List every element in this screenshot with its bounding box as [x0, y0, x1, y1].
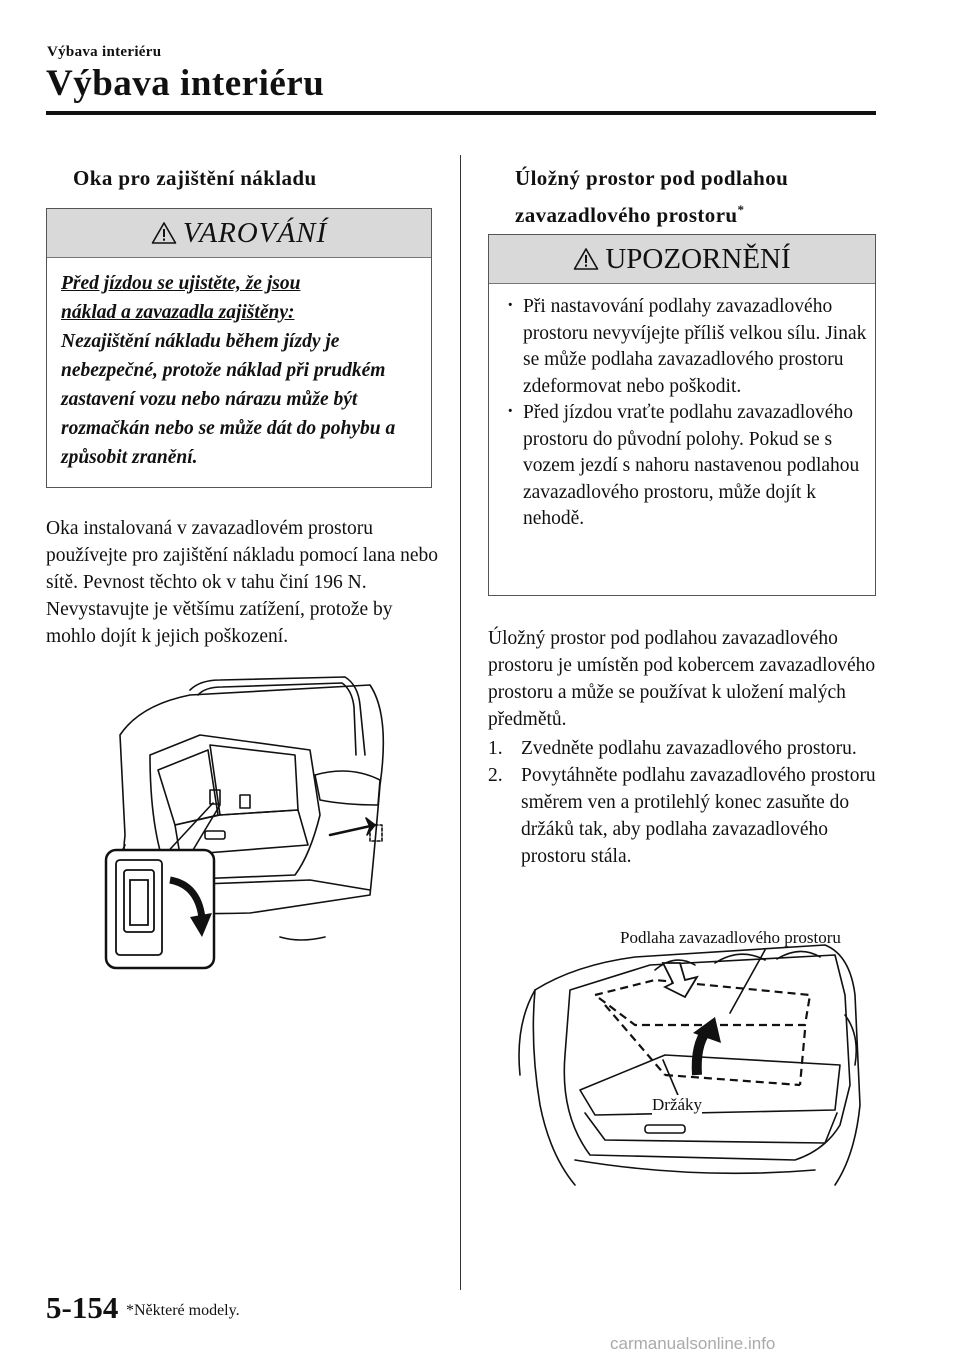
warning-box: [46, 208, 432, 488]
section-heading-tie-down-hooks: Oka pro zajištění nákladu: [73, 166, 317, 190]
caution-item: · Před jízdou vraťte podlahu zavazadlového prostoru do původní polohy. Pokud se s vozem jezdí s nahoru nastavenou podlahou zavazadlového prostoru, může dojít k nehodě.: [523, 400, 867, 533]
warning-line-2: náklad a zavazadla zajištěny:: [61, 302, 295, 323]
step-number: 1.: [488, 738, 503, 759]
under-floor-heading-text: Úložný prostor pod podlahou zavazadlového prostoru: [515, 166, 789, 227]
label-cargo-floor: Podlaha zavazadlového prostoru: [620, 928, 841, 947]
warning-body: Nezajištění nákladu během jízdy je nebezpečné, protože náklad při prudkém zastavení vozu nebo nárazu může být rozmačkán nebo se může dát do pohybu a způsobit zranění.: [61, 331, 396, 468]
warning-header: [47, 209, 431, 258]
warning-triangle-icon: [151, 221, 177, 245]
label-holders: Držáky: [652, 1095, 703, 1114]
title-rule: [46, 111, 876, 115]
caution-header: [489, 235, 875, 284]
caution-list: [489, 284, 875, 533]
under-floor-paragraph: Úložný prostor pod podlahou zavazadlového prostoru je umístěn pod kobercem zavazadlového prostoru a může se používat k uložení malých předmětů.: [488, 628, 876, 730]
caution-item: · Při nastavování podlahy zavazadlového prostoru nevyvíjejte příliš velkou sílu. Jinak se může podlaha zavazadlového prostoru zdeformovat nebo poškodit.: [523, 294, 867, 400]
page-number: 5-154: [46, 1290, 119, 1325]
section-heading-under-floor-storage: [515, 162, 845, 231]
step-item: [488, 762, 888, 870]
step-text: Povytáhněte podlahu zavazadlového prostoru směrem ven a protilehlý konec zasuňte do držáků tak, aby podlaha zavazadlového prostoru stála.: [521, 765, 876, 867]
caution-label: UPOZORNĚNÍ: [605, 242, 791, 275]
column-divider: [460, 155, 461, 1290]
warning-text: [47, 258, 431, 472]
step-item: [488, 735, 888, 762]
optional-feature-mark: *: [737, 202, 745, 217]
warning-line-1: Před jízdou se ujistěte, že jsou: [61, 273, 301, 294]
watermark: carmanualsonline.info: [610, 1334, 776, 1353]
warning-label: VAROVÁNÍ: [182, 216, 328, 249]
tie-down-paragraph: Oka instalovaná v zavazadlovém prostoru používejte pro zajištění nákladu pomocí lana nebo sítě. Pevnost těchto ok v tahu činí 196 N. Nevystavujte je většímu zatížení, protože by mohlo dojít k jejich poškození.: [46, 518, 439, 647]
caution-triangle-icon: [573, 247, 599, 271]
cargo-tie-down-illustration: [80, 675, 420, 975]
footnote: *Některé modely.: [126, 1302, 240, 1319]
page-title: Výbava interiéru: [46, 63, 325, 104]
steps-list: [488, 735, 888, 870]
step-number: 2.: [488, 765, 503, 786]
cargo-floor-illustration: [515, 935, 875, 1200]
caution-box: [488, 234, 876, 596]
breadcrumb: Výbava interiéru: [47, 44, 162, 60]
step-text: Zvedněte podlahu zavazadlového prostoru.: [521, 738, 857, 759]
